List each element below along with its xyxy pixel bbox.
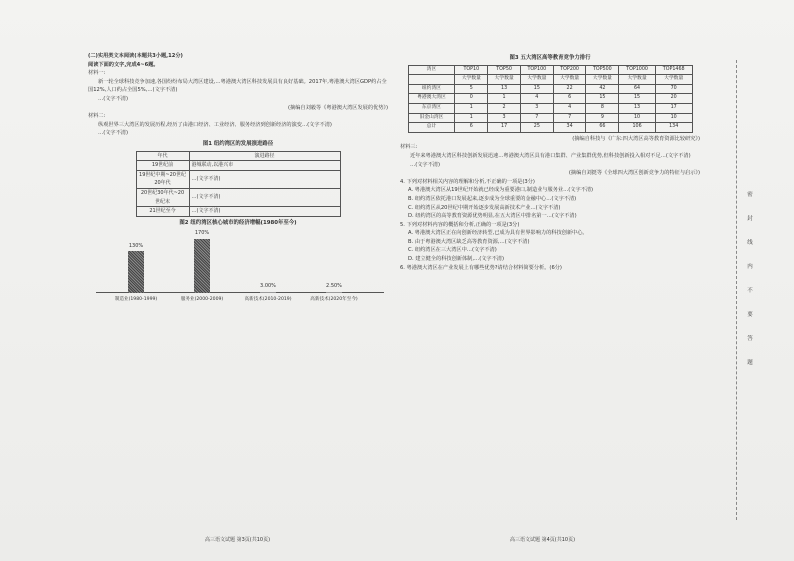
seal-mark: 密 [747,192,753,198]
material-2-label: 材料二: [88,113,106,120]
bar [194,239,210,294]
table-cell: 17 [655,103,692,113]
table-row: 19世纪前 港城联动,以港兴市 [136,161,340,171]
table-cell: 2 [488,103,521,113]
question-6: 6. 粤港澳大湾区在产业发展上有哪些优势?请结合材料简要分析。(6分) [400,264,562,271]
table-cell: 6 [553,94,586,104]
table-cell: 0 [455,94,488,104]
bar-value-label: 3.00% [260,283,276,290]
table-cell: 粤港澳大湾区 [408,94,455,104]
seal-mark: 题 [747,360,753,366]
seal-mark: 封 [747,216,753,222]
category-label: 制造业(1980-1999) [114,296,158,302]
figure-3-source: (摘编自科技与《广东:四大湾区高等教育资源比较研究》) [572,135,700,142]
table-cell: TOP200 [553,65,586,75]
left-column [88,52,388,307]
material-3-paragraph: …(文字不清) [410,161,440,168]
table-cell [408,75,455,85]
table-cell: TOP50 [488,65,521,75]
material-1-paragraph: 新一轮全球科技竞争加速,各国纷纷布局大湾区建设,…粤港澳大湾区科技发展具有良好基础。2017年,粤港澳大湾区GDP约占全国12%,人口约占全国5%,…(文字不清) [88,78,387,94]
figure-3-table [408,65,693,133]
figure-1-title: 图1 纽约湾区的发展演进路径 [202,140,274,147]
table-cell: 25 [520,123,553,133]
material-2-paragraph: …(文字不清) [98,130,128,137]
question-4: 4. 下列对材料相关内容的理解和分析,不正确的一项是(3分) [400,178,535,185]
table-cell: 大学数量 [455,75,488,85]
question-5: 5. 下列对材料内容的概括和分析,正确的一项是(3分) [400,221,520,228]
table-cell: 15 [619,94,656,104]
bar [128,251,144,293]
table-cell: 大学数量 [619,75,656,85]
binding-line [736,60,737,520]
table-cell: 4 [520,94,553,104]
table-cell: 134 [655,123,692,133]
table-row: 21世纪至今 …(文字不清) [136,207,340,217]
table-cell: 旧金山湾区 [408,113,455,123]
table-header-row [408,75,692,85]
table-cell: 3 [488,113,521,123]
table-cell: 15 [520,84,553,94]
table-cell: 湾区 [408,65,455,75]
table-cell: TOP10 [455,65,488,75]
table-cell: 5 [455,84,488,94]
seal-mark: 内 [747,264,753,270]
material-3-label: 材料三: [400,144,418,151]
table-cell: 9 [586,113,619,123]
category-label: 高新技术(2020年至今) [310,296,358,302]
table-cell: TOP500 [586,65,619,75]
table-cell: 7 [520,113,553,123]
option-c: C. 纽约湾区从20世纪中期开始逐步发展高新技术产业…(文字不清) [408,204,561,211]
material-3-paragraph: 近年来粤港澳大湾区科技创新发展迅速…粤港澳大湾区具有港口集群、产业集群优势,但科技创新投入相对不足…(文字不清) [410,152,691,159]
table-row [408,103,692,113]
figure-1-table [136,151,341,217]
table-cell: 22 [553,84,586,94]
page-footer-right: 高三语文试题 第4页(共10页) [510,537,576,543]
bar-value-label: 130% [128,242,144,249]
table-cell: 66 [586,123,619,133]
seal-mark: 答 [747,336,753,342]
bar-value-label: 2.50% [326,283,342,290]
table-cell: 13 [619,103,656,113]
table-cell: 8 [586,103,619,113]
table-cell: 大学数量 [520,75,553,85]
material-1-label: 材料一: [88,70,106,77]
page-footer-left: 高三语文试题 第3页(共10页) [205,537,271,543]
category-label: 服务业(2000-2009) [180,296,224,302]
table-cell: 1 [455,113,488,123]
table-cell: 纽约湾区 [408,84,455,94]
table-cell: 6 [455,123,488,133]
table-cell: 1 [488,94,521,104]
option-b: B. 由于粤港澳大湾区缺乏高等教育资源,…(文字不清) [408,238,530,245]
table-cell: 106 [619,123,656,133]
table-cell: 3 [520,103,553,113]
bar-value-label: 170% [194,229,210,236]
option-d: D. 建立健全的科技创新体制,…(文字不清) [408,256,504,263]
figure-3-title: 图3 五大湾区高等教育竞争力排行 [509,55,591,61]
option-c: C. 纽约湾区在三大湾区中…(文字不清) [408,247,497,254]
table-cell: 大学数量 [655,75,692,85]
table-header-row [408,65,692,75]
section-title: (二)实用类文本阅读(本题共3小题,12分) [88,53,183,59]
table-cell: TOP1468 [655,65,692,75]
table-cell: 34 [553,123,586,133]
bar [260,292,276,294]
table-cell: TOP1000 [619,65,656,75]
material-1-paragraph: …(文字不清) [98,95,128,102]
seal-mark: 不 [747,288,753,294]
bar [326,292,342,294]
table-row [408,113,692,123]
table-cell: 70 [655,84,692,94]
table-cell: 17 [488,123,521,133]
figure-2-chart [88,229,388,307]
right-column [400,52,700,272]
table-row [408,84,692,94]
table-header: 演进路径 [189,151,340,161]
table-cell: 大学数量 [553,75,586,85]
material-2-paragraph: 纵观世界三大湾区的发展历程,经历了由港口经济、工业经济、服务经济到创新经济的演变…(文字不清) [98,121,332,128]
table-header: 年代 [136,151,189,161]
table-cell: 东京湾区 [408,103,455,113]
table-cell: 1 [455,103,488,113]
table-row: 19世纪中期~20世纪20年代 …(文字不清) [136,170,340,188]
table-cell: 20 [655,94,692,104]
table-cell: 64 [619,84,656,94]
table-cell: 7 [553,113,586,123]
option-a: A. 粤港澳大湾区正在向创新经济转型,已成为具有世界影响力的科技创新中心。 [408,230,588,237]
option-a: A. 粤港澳大湾区从19世纪开始就已经成为重要港口,制造业与服务业…(文字不清) [408,187,594,194]
table-cell: 4 [553,103,586,113]
table-row: 20世纪30年代~20世纪末 …(文字不清) [136,188,340,206]
material-3-source: (摘编自刘挺等《全球四大湾区创新竞争力的特征与启示》) [568,170,700,177]
seal-line-marks [744,190,756,366]
table-cell: 总计 [408,123,455,133]
table-cell: 15 [586,94,619,104]
table-cell: 13 [488,84,521,94]
table-cell: 10 [655,113,692,123]
table-cell: 10 [619,113,656,123]
table-cell: TOP100 [520,65,553,75]
seal-mark: 线 [747,240,753,246]
table-cell: 大学数量 [488,75,521,85]
table-row [408,94,692,104]
instruction: 阅读下面的文字,完成4~6题。 [88,61,159,68]
figure-2-title: 图2 纽约湾区核心城市的经济增幅(1980年至今) [179,219,297,226]
table-cell: 大学数量 [586,75,619,85]
category-label: 高新技术(2010-2019) [244,296,292,302]
table-cell: 42 [586,84,619,94]
material-1-source: (摘编自刘毅等《粤港澳大湾区发展的优势》) [287,104,388,111]
seal-mark: 要 [747,312,753,318]
option-b: B. 纽约湾区依托港口发展起来,逐步成为全球重要的金融中心…(文字不清) [408,195,577,202]
option-d: D. 纽约湾区的高等教育资源优势明显,在五大湾区中排名第一…(文字不清) [408,213,577,220]
table-row [408,123,692,133]
